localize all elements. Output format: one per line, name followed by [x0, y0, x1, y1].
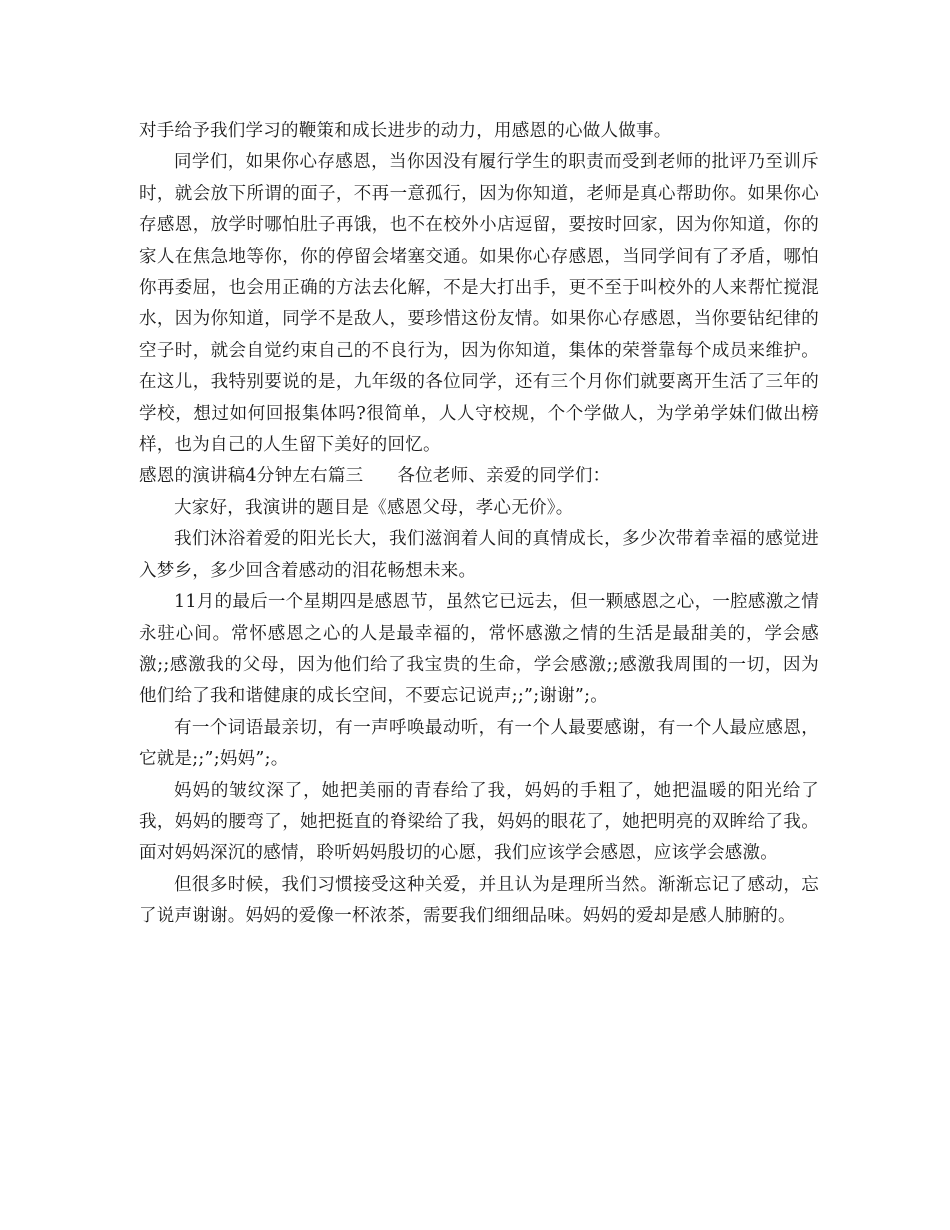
paragraph-taking-for-granted: 但很多时候，我们习惯接受这种关爱，并且认为是理所当然。渐渐忘记了感动，忘了说声谢谢。妈妈的爱像一杯浓茶，需要我们细细品味。妈妈的爱却是感人肺腑的。 [139, 874, 819, 927]
document-body [139, 116, 819, 933]
paragraph-growing-up: 我们沐浴着爱的阳光长大，我们滋润着人间的真情成长，多少次带着幸福的感觉进入梦乡，多少回含着感动的泪花畅想未来。 [139, 529, 819, 581]
paragraph-gratitude-students: 同学们，如果你心存感恩，当你因没有履行学生的职责而受到老师的批评乃至训斥时，就会放下所谓的面子，不再一意孤行，因为你知道，老师是真心帮助你。如果你心存感恩，放学时哪怕肚子再饿，也不在校外小店逗留，要按时回家，因为你知道，你的家人在焦急地等你，你的停留会堵塞交通。如果你心存感恩，当同学间有了矛盾，哪怕你再委屈，也会用正确的方法去化解，不是大打出手，更不至于叫校外的人来帮忙搅混水，因为你知道，同学不是敌人，要珍惜这份友情。如果你心存感恩，当你要钻纪律的空子时，就会自觉约束自己的不良行为，因为你知道，集体的荣誉靠每个成员来维护。在这儿，我特别要说的是，九年级的各位同学，还有三个月你们就要离开生活了三年的学校，想过如何回报集体吗?很简单，人人守校规，个个学做人，为学弟学妹们做出榜样，也为自己的人生留下美好的回忆。 [139, 152, 819, 456]
paragraph-thanksgiving: 11月的最后一个星期四是感恩节，虽然它已远去，但一颗感恩之心，一腔感激之情永驻心间。常怀感恩之心的人是最幸福的，常怀感激之情的生活是最甜美的，学会感激;;感激我的父母，因为他们给了我宝贵的生命，学会感激;;感激我周围的一切，因为他们给了我和谐健康的成长空间，不要忘记说声;;”;谢谢”;。 [139, 592, 819, 707]
section-greeting: 各位老师、亲爱的同学们： [397, 466, 611, 487]
section-title: 感恩的演讲稿4分钟左右篇三 [139, 466, 364, 487]
section-heading-line [139, 461, 819, 492]
paragraph-continuation: 对手给予我们学习的鞭策和成长进步的动力，用感恩的心做人做事。 [139, 121, 672, 141]
paragraph-mother-word: 有一个词语最亲切，有一声呼唤最动听，有一个人最要感谢，有一个人最应感恩，它就是;;”;妈妈”;。 [139, 717, 819, 770]
paragraph-speech-topic: 大家好，我演讲的题目是《感恩父母，孝心无价》。 [174, 497, 574, 518]
paragraph-mother-sacrifice: 妈妈的皱纹深了，她把美丽的青春给了我，妈妈的手粗了，她把温暖的阳光给了我，妈妈的腰弯了，她把挺直的脊梁给了我，妈妈的眼花了，她把明亮的双眸给了我。面对妈妈深沉的感情，聆听妈妈殷切的心愿，我们应该学会感恩，应该学会感激。 [139, 780, 819, 864]
